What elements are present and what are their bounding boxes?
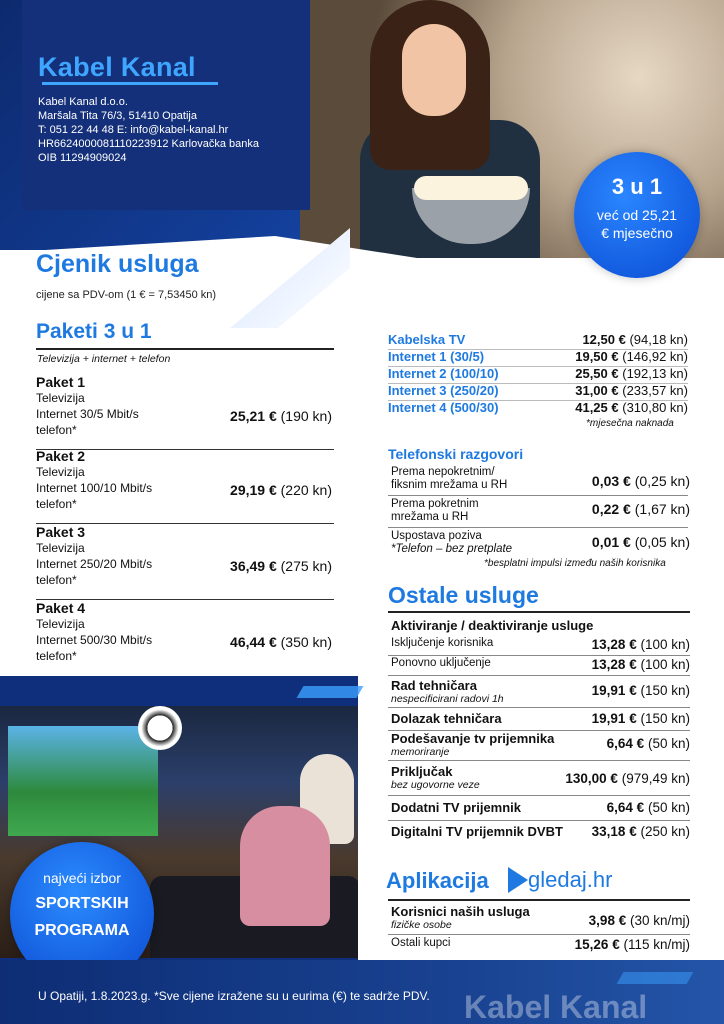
price-kn: (94,18 kn)	[629, 332, 688, 347]
phone-note: *besplatni impulsi između naših korisnika	[484, 558, 666, 569]
phone-title: Telefonski razgovori	[388, 446, 524, 462]
price-kn: (115 kn/mj)	[623, 937, 690, 952]
divider	[388, 707, 690, 708]
package-line: Televizija	[36, 617, 85, 631]
phone-label-line: Uspostava poziva	[391, 530, 482, 542]
price-eur: 13,28 €	[591, 657, 637, 672]
price-kn: (50 kn)	[647, 736, 690, 751]
badge-line1: već od 25,21	[596, 207, 678, 223]
price-kn: (146,92 kn)	[622, 349, 688, 364]
company-bank: HR6624000081110223912 Karlovačka banka	[38, 138, 259, 150]
other-services-divider	[388, 611, 690, 613]
price-kn: (190 kn)	[280, 408, 332, 424]
package-price	[230, 558, 332, 574]
service-label: Internet 3 (250/20)	[388, 383, 499, 398]
price-eur: 31,00 €	[575, 383, 619, 398]
app-label: Korisnici naših usluga	[391, 904, 530, 919]
service-label: Podešavanje tv prijemnika	[391, 731, 555, 746]
price-kn: (310,80 kn)	[622, 400, 688, 415]
phone-row	[388, 530, 690, 560]
logo-swoosh	[42, 82, 218, 85]
company-name: Kabel Kanal d.o.o.	[38, 96, 128, 108]
price-eur: 36,49 €	[230, 558, 277, 574]
service-row	[388, 383, 688, 400]
phone-label	[391, 466, 507, 492]
play-icon	[508, 867, 528, 893]
price-eur: 19,91 €	[591, 683, 637, 698]
app-divider	[388, 899, 690, 901]
service-label: Dolazak tehničara	[391, 711, 502, 726]
price-eur: 0,03 €	[591, 473, 631, 489]
price-eur: 19,50 €	[575, 349, 619, 364]
service-price	[592, 683, 690, 698]
package-line: Televizija	[36, 541, 85, 555]
package-name: Paket 3	[36, 524, 86, 540]
service-label: Priključak	[391, 764, 453, 779]
app-row	[388, 904, 690, 934]
phone-label-line: *Telefon – bez pretplate	[391, 543, 513, 555]
page-title: Cjenik usluga	[36, 250, 199, 278]
price-kn: (350 kn)	[280, 634, 332, 650]
accent-stripe	[297, 686, 364, 698]
packages-divider	[36, 348, 334, 350]
package-name: Paket 4	[36, 600, 86, 616]
package-line: Televizija	[36, 391, 85, 405]
company-oib: OIB 11294909024	[38, 152, 127, 164]
app-price	[575, 937, 690, 952]
price-kn: (275 kn)	[280, 558, 332, 574]
phone-price	[592, 475, 690, 488]
service-price	[607, 800, 690, 815]
service-price	[607, 736, 690, 751]
app-price	[589, 913, 690, 928]
footer-text: U Opatiji, 1.8.2023.g. *Sve cijene izražene su u eurima (€) te sadrže PDV.	[38, 989, 430, 1003]
price-kn: (220 kn)	[280, 482, 332, 498]
divider	[388, 820, 690, 821]
app-title: Aplikacija	[386, 868, 489, 893]
package-item	[36, 448, 334, 522]
service-label: Ponovno uključenje	[391, 657, 491, 669]
divider	[388, 934, 690, 935]
price-kn: (100 kn)	[640, 637, 690, 652]
service-label: Internet 4 (500/30)	[388, 400, 499, 415]
app-row	[388, 937, 690, 955]
price-eur: 12,50 €	[582, 332, 626, 347]
price-kn: (0,05 kn)	[634, 534, 690, 550]
sport-line3: PROGRAMA	[34, 922, 130, 939]
price-kn: (979,49 kn)	[621, 771, 690, 786]
price-eur: 19,91 €	[591, 711, 637, 726]
service-price	[592, 637, 690, 652]
divider	[388, 527, 688, 528]
phone-label	[391, 498, 479, 524]
package-line: telefon*	[36, 423, 77, 437]
service-sublabel: memoriranje	[391, 746, 450, 758]
service-label: Kabelska TV	[388, 332, 466, 347]
gledaj-logo	[508, 864, 624, 896]
price-eur: 46,44 €	[230, 634, 277, 650]
divider	[388, 675, 690, 676]
price-kn: (30 kn/mj)	[629, 913, 690, 928]
price-eur: 33,18 €	[591, 824, 637, 839]
page-subtitle: cijene sa PDV-om (1 € = 7,53450 kn)	[36, 289, 217, 301]
other-service-row	[388, 764, 690, 796]
footer-logo: Kabel Kanal	[464, 989, 648, 1024]
sport-line1: najveći izbor	[43, 870, 121, 886]
price-eur: 15,26 €	[574, 937, 620, 952]
package-line: telefon*	[36, 497, 77, 511]
package-price	[230, 408, 332, 424]
other-service-row	[388, 637, 690, 655]
price-eur: 41,25 €	[575, 400, 619, 415]
service-label: Digitalni TV prijemnik DVBT	[391, 824, 563, 839]
company-address: Maršala Tita 76/3, 51410 Opatija	[38, 110, 197, 122]
accent-stripe	[617, 972, 694, 984]
service-price	[575, 349, 688, 364]
phone-label-line: fiksnim mrežama u RH	[391, 479, 508, 491]
company-contact: T: 051 22 44 48 E: info@kabel-kanal.hr	[38, 124, 229, 136]
price-eur: 6,64 €	[606, 800, 645, 815]
package-price	[230, 482, 332, 498]
price-eur: 0,22 €	[591, 501, 631, 517]
divider	[388, 760, 690, 761]
service-price	[575, 400, 688, 415]
service-label: Internet 1 (30/5)	[388, 349, 485, 364]
divider	[388, 655, 690, 656]
packages-subtitle: Televizija + internet + telefon	[37, 353, 171, 365]
phone-price	[592, 503, 690, 516]
package-name: Paket 2	[36, 448, 86, 464]
company-logo: Kabel Kanal	[38, 52, 196, 82]
service-price	[575, 383, 688, 398]
package-line: Internet 100/10 Mbit/s	[36, 481, 153, 495]
service-sublabel: nespecificirani radovi 1h	[391, 693, 504, 705]
price-kn: (150 kn)	[640, 711, 690, 726]
phone-row	[388, 498, 690, 528]
phone-label-line: mrežama u RH	[391, 511, 469, 523]
app-sublabel: fizičke osobe	[391, 919, 452, 931]
package-line: Internet 30/5 Mbit/s	[36, 407, 139, 421]
price-kn: (192,13 kn)	[622, 366, 688, 381]
activation-heading: Aktiviranje / deaktiviranje usluge	[391, 618, 594, 633]
service-price	[582, 332, 688, 347]
service-price	[592, 657, 690, 672]
service-label: Isključenje korisnika	[391, 637, 494, 649]
price-eur: 29,19 €	[230, 482, 277, 498]
price-eur: 25,21 €	[230, 408, 277, 424]
price-eur: 0,01 €	[591, 534, 631, 550]
other-services-title: Ostale usluge	[388, 582, 539, 608]
services-note: *mjesečna naknada	[586, 418, 674, 429]
service-price	[592, 824, 690, 839]
service-row	[388, 400, 688, 417]
price-kn: (0,25 kn)	[634, 473, 690, 489]
package-price	[230, 634, 332, 650]
phone-price	[592, 536, 690, 549]
service-row	[388, 349, 688, 366]
phone-label-line: Prema pokretnim	[391, 498, 479, 510]
price-eur: 3,98 €	[588, 913, 627, 928]
packages-title: Paketi 3 u 1	[36, 320, 152, 343]
price-eur: 25,50 €	[575, 366, 619, 381]
service-label: Dodatni TV prijemnik	[391, 800, 522, 815]
price-eur: 13,28 €	[591, 637, 637, 652]
package-item	[36, 600, 334, 674]
service-label: Rad tehničara	[391, 678, 477, 693]
package-line: Internet 500/30 Mbit/s	[36, 633, 153, 647]
other-service-row	[388, 731, 690, 761]
service-price	[565, 771, 690, 786]
phone-label	[391, 530, 512, 556]
service-label: Internet 2 (100/10)	[388, 366, 499, 381]
other-service-row	[388, 711, 690, 731]
sport-line2: SPORTSKIH	[35, 895, 129, 912]
gledaj-logo-text: gledaj.hr	[528, 867, 613, 892]
divider	[388, 795, 690, 796]
other-service-row	[388, 824, 690, 844]
badge-title: 3 u 1	[611, 174, 663, 199]
other-service-row	[388, 800, 690, 822]
package-item	[36, 524, 334, 598]
package-line: Internet 250/20 Mbit/s	[36, 557, 153, 571]
price-eur: 6,64 €	[606, 736, 645, 751]
price-kn: (100 kn)	[640, 657, 690, 672]
price-badge	[574, 152, 700, 278]
other-service-row	[388, 678, 690, 708]
price-kn: (150 kn)	[640, 683, 690, 698]
service-row	[388, 366, 688, 383]
package-name: Paket 1	[36, 374, 86, 390]
app-label: Ostali kupci	[391, 937, 451, 949]
package-line: Televizija	[36, 465, 85, 479]
package-line: telefon*	[36, 573, 77, 587]
price-eur: 130,00 €	[565, 771, 618, 786]
phone-label-line: Prema nepokretnim/	[391, 466, 495, 478]
other-service-row	[388, 657, 690, 675]
phone-row	[388, 466, 690, 496]
divider	[388, 495, 688, 496]
service-sublabel: bez ugovorne veze	[391, 779, 480, 791]
price-kn: (1,67 kn)	[634, 501, 690, 517]
badge-line2: € mjesečno	[601, 225, 673, 241]
service-price	[575, 366, 688, 381]
service-row	[388, 332, 688, 349]
package-line: telefon*	[36, 649, 77, 663]
price-kn: (250 kn)	[640, 824, 690, 839]
service-price	[592, 711, 690, 726]
package-item	[36, 374, 334, 448]
price-kn: (50 kn)	[647, 800, 690, 815]
price-kn: (233,57 kn)	[622, 383, 688, 398]
